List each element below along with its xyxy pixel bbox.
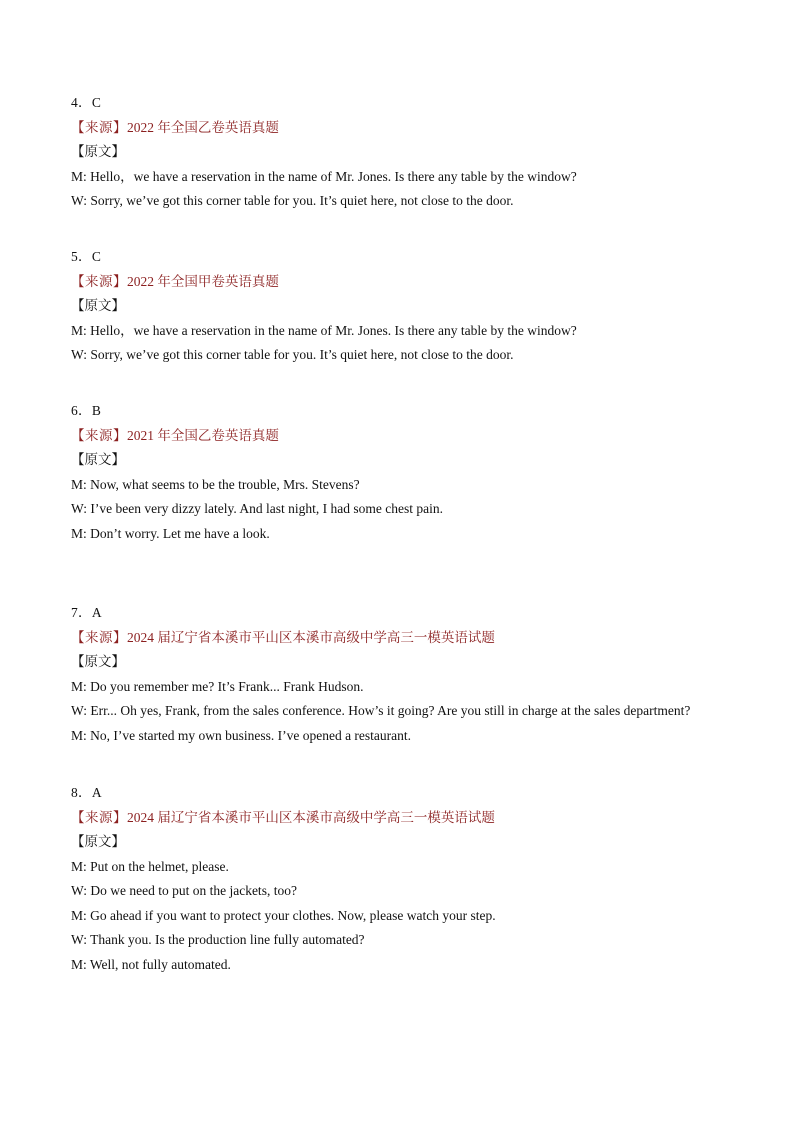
source-line xyxy=(71,116,731,141)
question-number: 8．A xyxy=(71,785,102,800)
dialogue-line: M: Put on the helmet, please. xyxy=(71,858,229,874)
question-4 xyxy=(71,91,731,214)
source-text: 2024 届辽宁省本溪市平山区本溪市高级中学高三一模英语试题 xyxy=(127,809,495,825)
source-label: 【来源】 xyxy=(71,809,127,825)
question-number: 4．C xyxy=(71,95,102,110)
dialogue-line: W: I’ve been very dizzy lately. And last night, I had some chest pain. xyxy=(71,501,444,516)
question-8 xyxy=(71,781,731,977)
source-label: 【来源】 xyxy=(71,629,127,645)
dialogue-line: M: No, I’ve started my own business. I’ve opened a restaurant. xyxy=(71,727,412,743)
source-line xyxy=(71,424,731,449)
dialogue-line: M: Hello，we have a reservation in the name of Mr. Jones. Is there any table by the window? xyxy=(71,322,577,338)
source-line xyxy=(71,806,731,831)
source-text: 2022 年全国乙卷英语真题 xyxy=(127,119,279,135)
dialogue-line: W: Sorry, we’ve got this corner table for you. It’s quiet here, not close to the door. xyxy=(71,193,514,208)
question-number: 7．A xyxy=(71,605,102,620)
dialogue-line: W: Thank you. Is the production line fully automated? xyxy=(71,932,365,947)
dialogue-line: M: Go ahead if you want to protect your clothes. Now, please watch your step. xyxy=(71,907,496,923)
dialogue-line: W: Do we need to put on the jackets, too? xyxy=(71,883,297,898)
source-text: 2024 届辽宁省本溪市平山区本溪市高级中学高三一模英语试题 xyxy=(127,629,495,645)
original-text-label: 【原文】 xyxy=(71,654,125,669)
original-text-label: 【原文】 xyxy=(71,834,125,849)
question-number: 6．B xyxy=(71,403,102,418)
question-6 xyxy=(71,399,731,546)
source-line xyxy=(71,626,731,651)
dialogue-line: M: Now, what seems to be the trouble, Mrs. Stevens? xyxy=(71,476,360,492)
question-7 xyxy=(71,601,731,748)
source-label: 【来源】 xyxy=(71,119,127,135)
source-text: 2021 年全国乙卷英语真题 xyxy=(127,427,279,443)
source-label: 【来源】 xyxy=(71,427,127,443)
dialogue-line: M: Don’t worry. Let me have a look. xyxy=(71,525,270,541)
dialogue-line: M: Hello，we have a reservation in the name of Mr. Jones. Is there any table by the window? xyxy=(71,168,577,184)
source-line xyxy=(71,270,731,295)
dialogue-line: W: Err... Oh yes, Frank, from the sales conference. How’s it going? Are you still in charge at the sales department? xyxy=(71,703,691,718)
source-label: 【来源】 xyxy=(71,273,127,289)
original-text-label: 【原文】 xyxy=(71,298,125,313)
dialogue-line: M: Do you remember me? It’s Frank... Frank Hudson. xyxy=(71,678,364,694)
source-text: 2022 年全国甲卷英语真题 xyxy=(127,273,279,289)
dialogue-line: M: Well, not fully automated. xyxy=(71,956,231,972)
original-text-label: 【原文】 xyxy=(71,452,125,467)
dialogue-line: W: Sorry, we’ve got this corner table for you. It’s quiet here, not close to the door. xyxy=(71,347,514,362)
question-number: 5．C xyxy=(71,249,102,264)
question-5 xyxy=(71,245,731,368)
original-text-label: 【原文】 xyxy=(71,144,125,159)
